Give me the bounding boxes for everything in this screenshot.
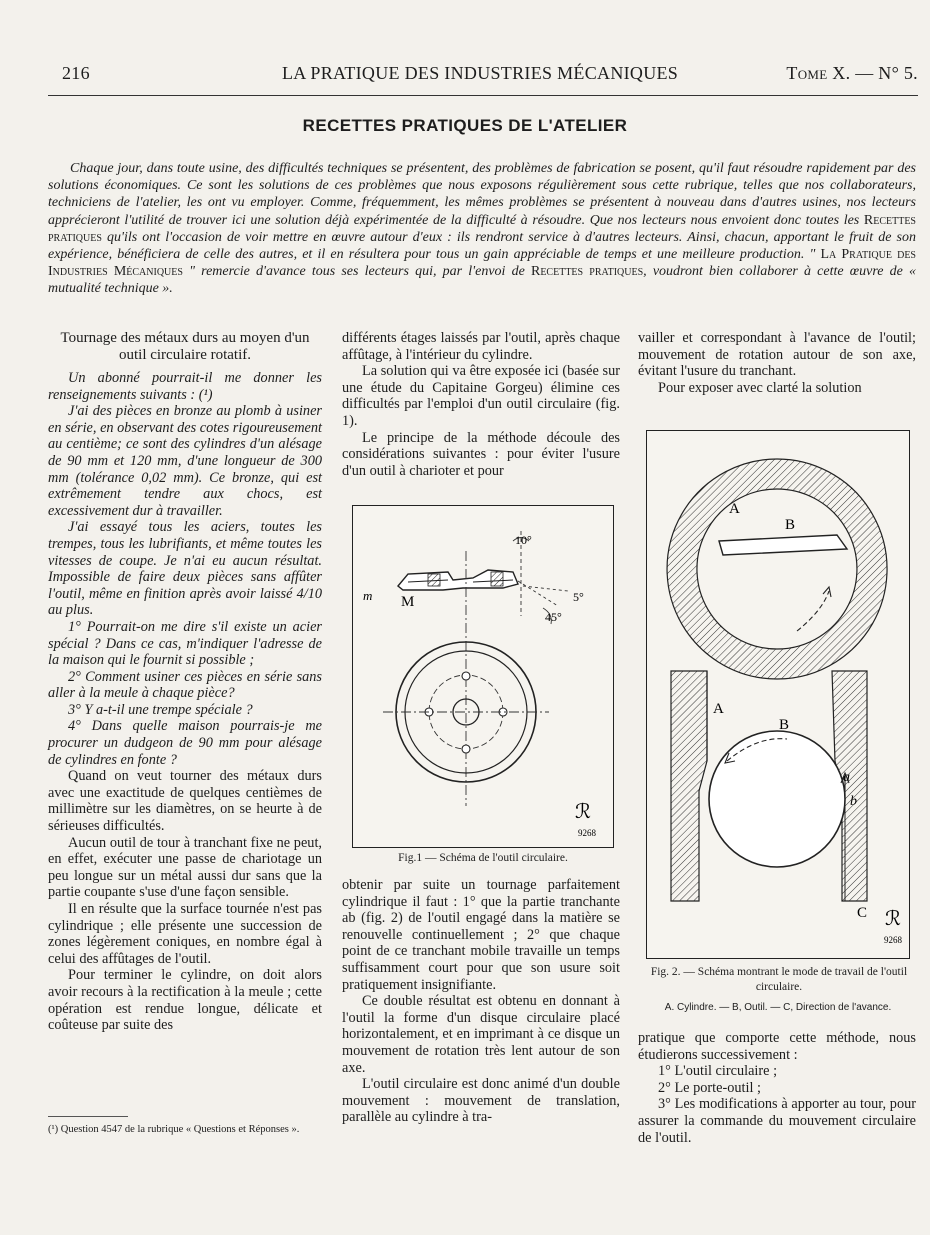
figure-1-caption: Fig.1 — Schéma de l'outil circulaire. xyxy=(398,852,568,864)
body-paragraph: Quand on veut tourner des métaux durs avec une exactitude de quelques centièmes de millimètre sur les diamètres, on se heurte à de sérieuses difficultés. xyxy=(48,768,322,835)
column-3-bottom xyxy=(638,1030,916,1146)
figure-number: 9268 xyxy=(578,828,596,838)
body-paragraph: Pour terminer le cylindre, on doit alors avoir recours à la rectification à la meule ; cette opération est rendue longue, délicate et coûteuse par suite des xyxy=(48,967,322,1034)
page-number: 216 xyxy=(62,63,90,83)
intro-text-3: " remercie d'avance tous ses lecteurs qui, par l'envoi de xyxy=(182,264,531,280)
footnote-rule xyxy=(48,1116,128,1117)
body-paragraph: Ce double résultat est obtenu en donnant à l'outil la forme d'un disque circulaire placé horizontalement, et en imprimant à ce disque un mouvement de rotation très lent autour de son axe. xyxy=(342,993,620,1076)
body-paragraph: Il en résulte que la surface tournée n'est pas cylindrique ; elle présente une succession de zones légèrement coniques, en nombre égal à celui des affûtages de l'outil. xyxy=(48,901,322,967)
body-paragraph: pratique que comporte cette méthode, nous étudierons successivement : xyxy=(638,1030,916,1063)
running-header xyxy=(62,63,918,89)
intro-smallcaps-1: Recettes pratiques xyxy=(48,212,916,245)
figure-number: 9268 xyxy=(884,935,902,945)
question-paragraph: Un abonné pourrait-il me donner les renseignements suivants : (¹) xyxy=(48,370,322,403)
label-a: a xyxy=(843,770,850,785)
column-1 xyxy=(48,330,322,1034)
column-2-bottom xyxy=(342,877,620,1126)
column-2-top xyxy=(342,330,620,479)
publisher-stamp: ℛ xyxy=(575,801,591,823)
journal-title: LA PRATIQUE DES INDUSTRIES MÉCANIQUES xyxy=(282,63,679,83)
intro-text-1: Chaque jour, dans toute usine, des difficultés techniques se présentent, des problèmes de fabrication se posent, qu'il faut résoudre rapidement par des solutions économiques. Ce sont les solutions de ces problèmes que nous exposons régulièrement sous cette rubrique, telles que nos collaborateurs, techniciens de l'atelier, les ont vu employer. Comme, fréquemment, les mêmes problèmes se présentent à nouveau dans d'autres usines, nos lecteurs apprécieront l'utilité de trouver ici une solution déjà expérimentée de la difficulté à résoudre. Que nos lecteurs nous envoient donc toutes les xyxy=(48,161,916,228)
issue-number: Tome X. — N° 5. xyxy=(786,63,918,83)
body-paragraph: 2° Le porte-outil ; xyxy=(658,1079,761,1096)
question-paragraph: J'ai essayé tous les aciers, toutes les trempes, tous les lubrifiants, et même toutes les vitesses de coupe. Je n'ai eu aucun résultat. Impossible de faire deux pièces sans affûter l'outil, même en finition après avoir laissé 4/10 au plus. xyxy=(48,519,322,619)
question-paragraph: 2° Comment usiner ces pièces en série sans aller à la meule à chaque pièce? xyxy=(48,668,322,702)
body-paragraph: vailler et correspondant à l'avance de l'outil; mouvement de rotation autour de son axe, évitant l'usure du tranchant. xyxy=(638,330,916,380)
body-paragraph: La solution qui va être exposée ici (basée sur une étude du Capitaine Gorgeu) élimine ces difficultés par l'emploi d'un outil circulaire (fig. 1). xyxy=(342,363,620,429)
intro-paragraph xyxy=(48,160,916,298)
label-B-top: B xyxy=(785,517,796,533)
angle-10-label: 10° xyxy=(515,533,532,547)
body-paragraph: Aucun outil de tour à tranchant fixe ne peut, en effet, exécuter une passe de chariotage un peu longue sur un métal aussi dur sans que la partie coupante s'use d'une façon sensible. xyxy=(48,834,322,901)
article-title: Tournage des métaux durs au moyen d'un outil circulaire rotatif. xyxy=(60,330,310,363)
label-B-bottom: B xyxy=(779,717,790,733)
figure-2-caption: Fig. 2. — Schéma montrant le mode de travail de l'outil circulaire. xyxy=(650,966,908,993)
body-paragraph: 1° L'outil circulaire ; xyxy=(658,1063,778,1080)
body-paragraph: Le principe de la méthode découle des considérations suivantes : pour éviter l'usure d'un outil à charioter et pour xyxy=(342,429,620,479)
label-m: m xyxy=(363,588,373,603)
question-paragraph: J'ai des pièces en bronze au plomb à usiner en série, en observant des cotes rigoureusement au centième; ce sont des cylindres d'un alésage de 90 mm et 120 mm, d'une longueur de 300 mm (tolérance 0,02 mm). Ce bronze, qui est extrêmement tendre aux chocs, est excessivement dur à travailler. xyxy=(48,403,322,519)
footnote: (¹) Question 4547 de la rubrique « Questions et Réponses ». xyxy=(48,1124,300,1135)
body-paragraph: L'outil circulaire est donc animé d'un double mouvement : mouvement de translation, parallèle au cylindre à tra- xyxy=(342,1076,620,1126)
publisher-stamp: ℛ xyxy=(885,908,901,930)
question-paragraph: 3° Y a-t-il une trempe spéciale ? xyxy=(68,701,253,718)
label-A-bottom: A xyxy=(713,701,724,717)
body-paragraph: 3° Les modifications à apporter au tour, pour assurer la commande du mouvement circulaire de l'outil. xyxy=(638,1096,916,1146)
angle-45-label: 45° xyxy=(545,610,562,624)
label-C: C xyxy=(857,905,868,921)
label-M: M xyxy=(401,594,415,610)
intro-smallcaps-3: Recettes pratiques xyxy=(530,264,644,280)
figure-2 xyxy=(646,430,910,959)
figure-1 xyxy=(352,505,614,848)
intro-text-2: qu'ils ont l'occasion de voir mettre en œuvre autour d'eux : ils rendront service à d'autres lecteurs. Ainsi, chacun, apportant le fruit de son expérience, bénéficiera de celle des autres, et il en résultera pour tous un gain appréciable de temps et une meilleure production. " xyxy=(48,229,916,263)
label-b: b xyxy=(850,794,857,809)
figure-1-drawing xyxy=(353,506,613,847)
rubric-title: RECETTES PRATIQUES DE L'ATELIER xyxy=(302,116,628,135)
angle-5-label: 5° xyxy=(573,590,584,604)
figure-2-drawing xyxy=(647,431,909,958)
question-paragraph: 1° Pourrait-on me dire s'il existe un acier spécial ? Dans ce cas, m'indiquer l'adresse de la maison qui le fournit si possible ; xyxy=(48,618,322,669)
intro-text-4: , voudront bien collaborer à cette œuvre de « mutualité technique ». xyxy=(48,264,916,297)
body-paragraph: différents étages laissés par l'outil, après chaque affûtage, à l'intérieur du cylindre. xyxy=(342,330,620,363)
question-paragraph: 4° Dans quelle maison pourrais-je me procurer un dudgeon de 90 mm pour alésage de cylindres en fonte ? xyxy=(48,718,322,768)
body-paragraph: Pour exposer avec clarté la solution xyxy=(658,379,862,396)
label-A-top: A xyxy=(729,501,740,517)
intro-smallcaps-2: La Pratique des Industries Mécaniques xyxy=(48,247,916,280)
header-rule xyxy=(48,95,918,96)
figure-2-legend: A. Cylindre. — B, Outil. — C, Direction de l'avance. xyxy=(664,1002,892,1013)
body-paragraph: obtenir par suite un tournage parfaitement cylindrique il faut : 1° que la partie tranchante ab (fig. 2) de l'outil engagé dans la matière se renouvelle continuellement ; 2° que chaque point de ce tranchant mobile travaille un temps suffisamment court pour que son usure soit pratiquement insignifiante. xyxy=(342,877,620,993)
column-3-top xyxy=(638,330,916,396)
